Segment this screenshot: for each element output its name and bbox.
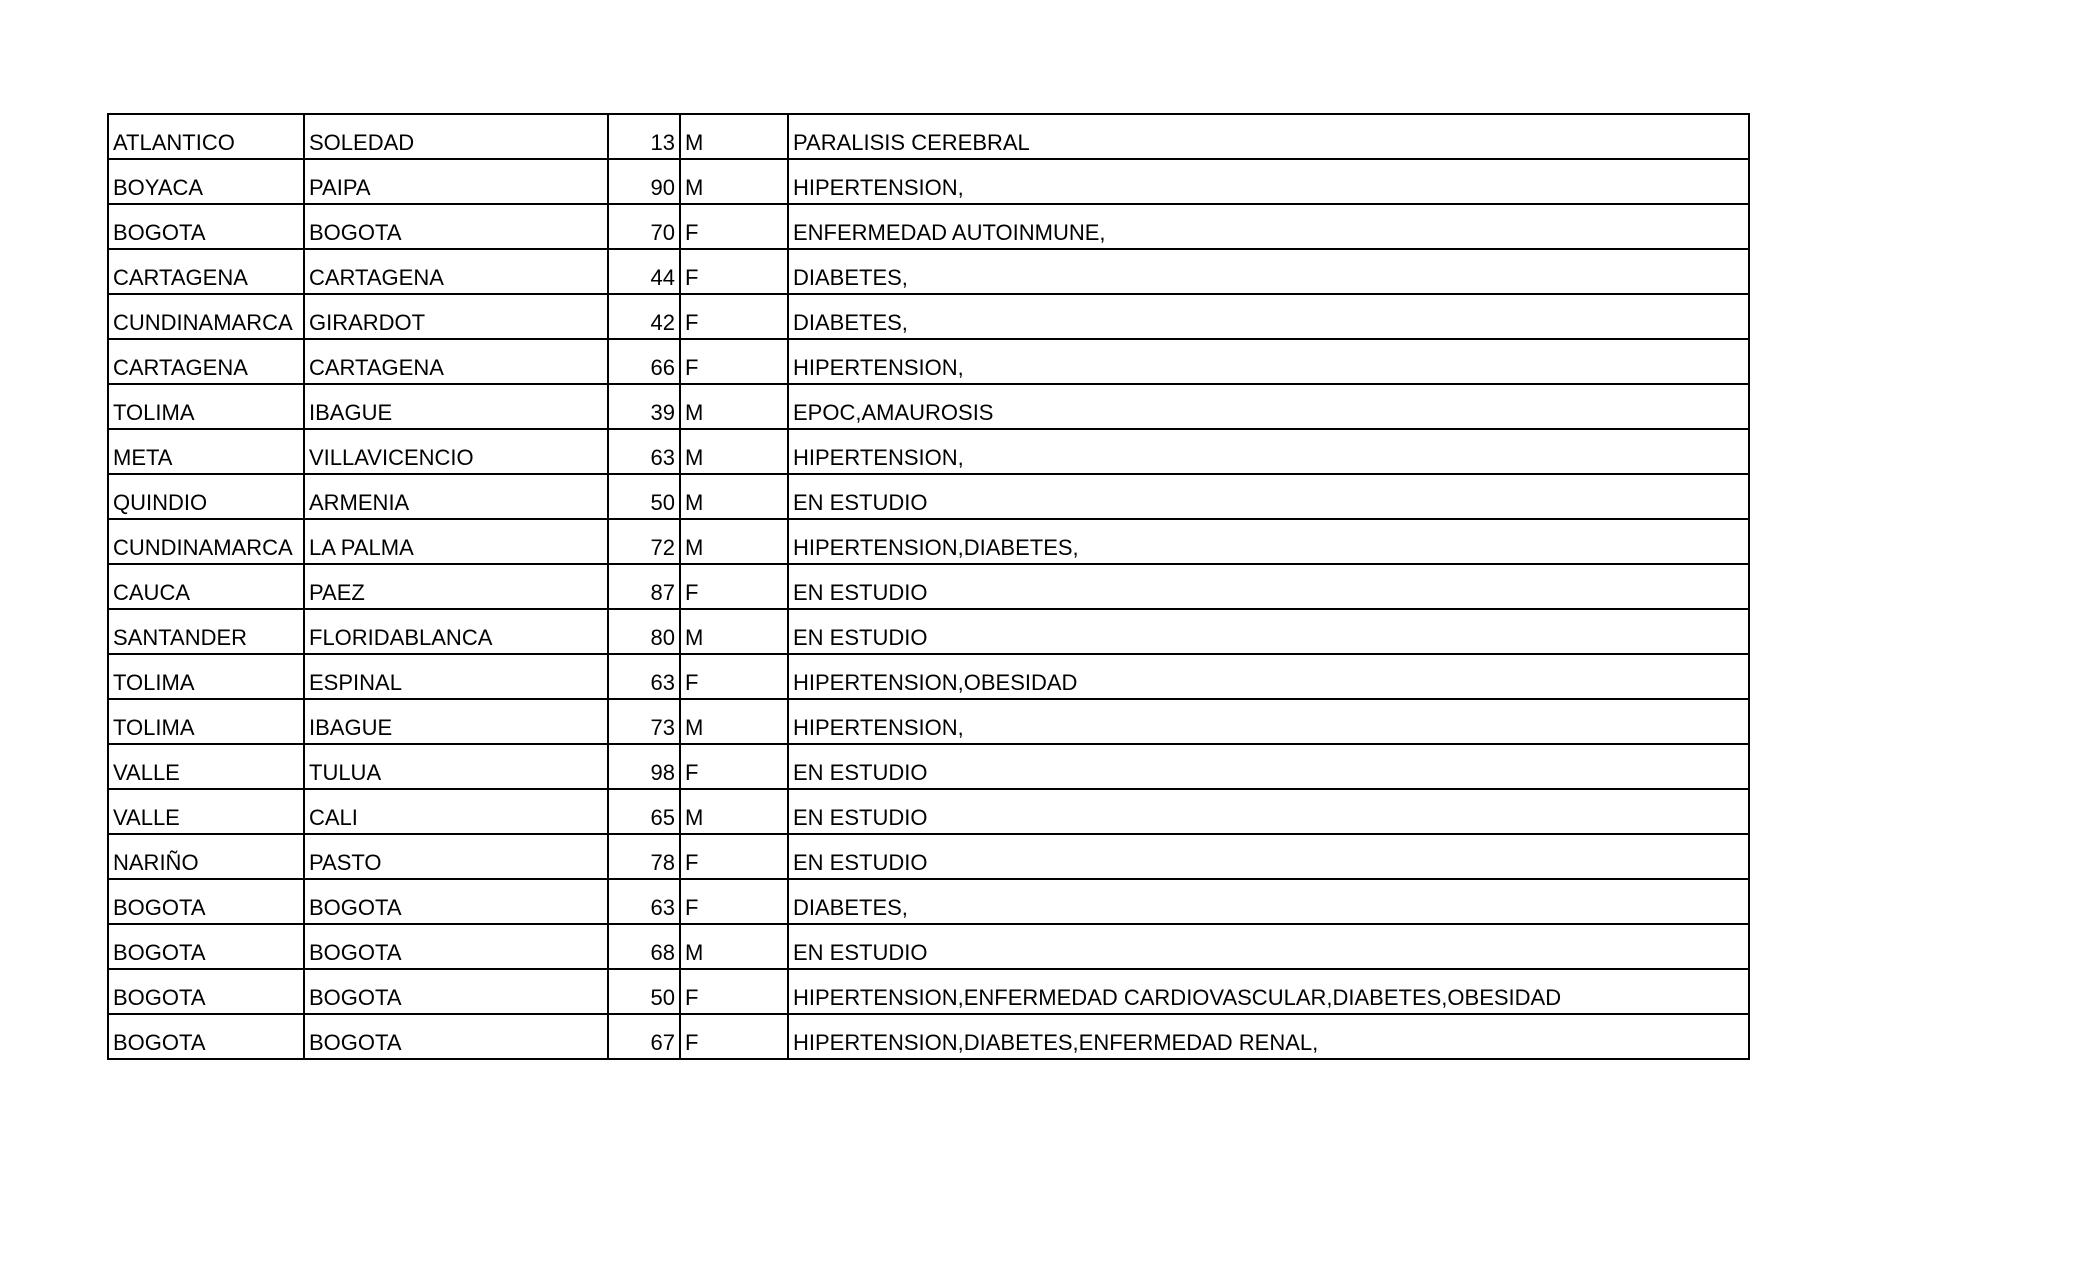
age-cell: 50 (608, 969, 680, 1014)
age-cell: 39 (608, 384, 680, 429)
city-cell: PAIPA (304, 159, 608, 204)
sex-cell: F (680, 339, 788, 384)
city-cell: IBAGUE (304, 384, 608, 429)
department-cell: QUINDIO (108, 474, 304, 519)
condition-cell: HIPERTENSION, (788, 339, 1749, 384)
condition-cell: HIPERTENSION,DIABETES,ENFERMEDAD RENAL, (788, 1014, 1749, 1059)
table-row (108, 339, 1749, 384)
city-cell: BOGOTA (304, 969, 608, 1014)
condition-cell: EN ESTUDIO (788, 834, 1749, 879)
sex-cell: F (680, 834, 788, 879)
department-cell: SANTANDER (108, 609, 304, 654)
age-cell: 68 (608, 924, 680, 969)
city-cell: BOGOTA (304, 879, 608, 924)
condition-cell: EPOC,AMAUROSIS (788, 384, 1749, 429)
city-cell: CALI (304, 789, 608, 834)
department-cell: CARTAGENA (108, 249, 304, 294)
city-cell: BOGOTA (304, 1014, 608, 1059)
sex-cell: M (680, 474, 788, 519)
age-cell: 87 (608, 564, 680, 609)
table-body (108, 114, 1749, 1059)
table-row (108, 384, 1749, 429)
city-cell: VILLAVICENCIO (304, 429, 608, 474)
department-cell: VALLE (108, 789, 304, 834)
city-cell: CARTAGENA (304, 249, 608, 294)
department-cell: TOLIMA (108, 699, 304, 744)
sex-cell: M (680, 384, 788, 429)
condition-cell: DIABETES, (788, 249, 1749, 294)
sex-cell: M (680, 699, 788, 744)
table-row (108, 879, 1749, 924)
city-cell: IBAGUE (304, 699, 608, 744)
condition-cell: HIPERTENSION,OBESIDAD (788, 654, 1749, 699)
table-row (108, 699, 1749, 744)
condition-cell: HIPERTENSION,ENFERMEDAD CARDIOVASCULAR,DIABETES,OBESIDAD (788, 969, 1749, 1014)
city-cell: PAEZ (304, 564, 608, 609)
condition-cell: EN ESTUDIO (788, 564, 1749, 609)
age-cell: 63 (608, 654, 680, 699)
table-row (108, 1014, 1749, 1059)
sex-cell: F (680, 564, 788, 609)
sex-cell: F (680, 744, 788, 789)
condition-cell: DIABETES, (788, 879, 1749, 924)
department-cell: VALLE (108, 744, 304, 789)
condition-cell: EN ESTUDIO (788, 789, 1749, 834)
table-row (108, 609, 1749, 654)
age-cell: 98 (608, 744, 680, 789)
condition-cell: HIPERTENSION, (788, 699, 1749, 744)
department-cell: TOLIMA (108, 384, 304, 429)
age-cell: 80 (608, 609, 680, 654)
department-cell: TOLIMA (108, 654, 304, 699)
city-cell: CARTAGENA (304, 339, 608, 384)
sex-cell: M (680, 114, 788, 159)
department-cell: NARIÑO (108, 834, 304, 879)
city-cell: LA PALMA (304, 519, 608, 564)
department-cell: BOGOTA (108, 879, 304, 924)
condition-cell: EN ESTUDIO (788, 474, 1749, 519)
age-cell: 42 (608, 294, 680, 339)
department-cell: META (108, 429, 304, 474)
city-cell: PASTO (304, 834, 608, 879)
sex-cell: F (680, 204, 788, 249)
age-cell: 63 (608, 429, 680, 474)
sex-cell: M (680, 609, 788, 654)
age-cell: 63 (608, 879, 680, 924)
department-cell: BOGOTA (108, 204, 304, 249)
city-cell: GIRARDOT (304, 294, 608, 339)
sex-cell: F (680, 654, 788, 699)
age-cell: 73 (608, 699, 680, 744)
sex-cell: M (680, 159, 788, 204)
condition-cell: ENFERMEDAD AUTOINMUNE, (788, 204, 1749, 249)
department-cell: BOGOTA (108, 924, 304, 969)
age-cell: 72 (608, 519, 680, 564)
table-row (108, 924, 1749, 969)
table-row (108, 159, 1749, 204)
department-cell: CUNDINAMARCA (108, 294, 304, 339)
age-cell: 67 (608, 1014, 680, 1059)
table-row (108, 969, 1749, 1014)
city-cell: SOLEDAD (304, 114, 608, 159)
table-row (108, 744, 1749, 789)
table-row (108, 654, 1749, 699)
sex-cell: F (680, 1014, 788, 1059)
sex-cell: M (680, 519, 788, 564)
age-cell: 90 (608, 159, 680, 204)
city-cell: ARMENIA (304, 474, 608, 519)
sex-cell: F (680, 879, 788, 924)
department-cell: CAUCA (108, 564, 304, 609)
table-row (108, 429, 1749, 474)
age-cell: 44 (608, 249, 680, 294)
age-cell: 70 (608, 204, 680, 249)
sex-cell: F (680, 969, 788, 1014)
age-cell: 13 (608, 114, 680, 159)
sex-cell: F (680, 294, 788, 339)
city-cell: BOGOTA (304, 924, 608, 969)
department-cell: CARTAGENA (108, 339, 304, 384)
age-cell: 50 (608, 474, 680, 519)
table-row (108, 294, 1749, 339)
city-cell: FLORIDABLANCA (304, 609, 608, 654)
data-table (107, 113, 1750, 1060)
table-row (108, 789, 1749, 834)
sex-cell: F (680, 249, 788, 294)
age-cell: 66 (608, 339, 680, 384)
table-row (108, 834, 1749, 879)
age-cell: 78 (608, 834, 680, 879)
table-row (108, 564, 1749, 609)
sex-cell: M (680, 789, 788, 834)
department-cell: BOGOTA (108, 969, 304, 1014)
condition-cell: EN ESTUDIO (788, 744, 1749, 789)
department-cell: BOYACA (108, 159, 304, 204)
department-cell: BOGOTA (108, 1014, 304, 1059)
table-row (108, 204, 1749, 249)
condition-cell: EN ESTUDIO (788, 609, 1749, 654)
table-row (108, 474, 1749, 519)
table-row (108, 249, 1749, 294)
age-cell: 65 (608, 789, 680, 834)
sex-cell: M (680, 429, 788, 474)
condition-cell: DIABETES, (788, 294, 1749, 339)
condition-cell: HIPERTENSION,DIABETES, (788, 519, 1749, 564)
city-cell: TULUA (304, 744, 608, 789)
condition-cell: HIPERTENSION, (788, 429, 1749, 474)
condition-cell: HIPERTENSION, (788, 159, 1749, 204)
condition-cell: PARALISIS CEREBRAL (788, 114, 1749, 159)
city-cell: ESPINAL (304, 654, 608, 699)
table-row (108, 519, 1749, 564)
condition-cell: EN ESTUDIO (788, 924, 1749, 969)
city-cell: BOGOTA (304, 204, 608, 249)
table-row (108, 114, 1749, 159)
department-cell: ATLANTICO (108, 114, 304, 159)
department-cell: CUNDINAMARCA (108, 519, 304, 564)
sex-cell: M (680, 924, 788, 969)
